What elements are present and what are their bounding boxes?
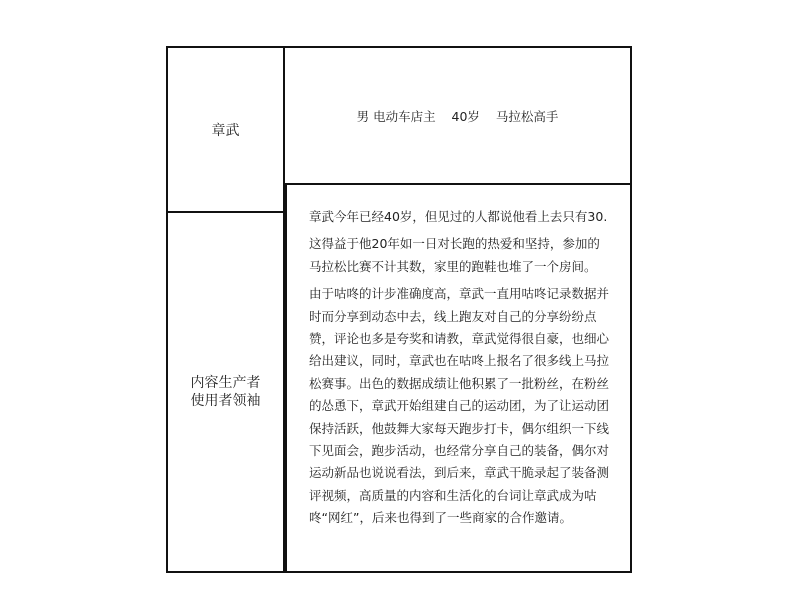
persona-summary: 男 电动车店主 40岁 马拉松高手 bbox=[356, 108, 559, 124]
story-paragraph-2: 这得益于他20年如一日对长跑的热爱和坚持，参加的马拉松比赛不计其数，家里的跑鞋也堆了一个房间。 bbox=[309, 236, 600, 274]
persona-role-line-2: 使用者领袖 bbox=[190, 393, 261, 409]
persona-table bbox=[166, 46, 632, 573]
persona-role-text bbox=[191, 374, 261, 410]
persona-summary-cell bbox=[285, 48, 630, 185]
story-paragraph-3: 由于咕咚的计步准确度高，章武一直用咕咚记录数据并时而分享到动态中去，线上跑友对自己的分享纷纷点赞，评论也多是夸奖和请教，章武觉得很自豪，也细心给出建议，同时，章武也在咕咚上报名了很多线上马拉松赛事。出色的数据成绩让他积累了一批粉丝，在粉丝的怂恿下，章武开始组建自己的运动团，为了让运动团保持活跃，他鼓舞大家每天跑步打卡，偶尔组织一下线下见面会，跑步活动，也经常分享自己的装备，偶尔对运动新品也说说看法，到后来，章武干脆录起了装备测评视频，高质量的内容和生活化的台词让章武成为咕咚“网红”，后来也得到了一些商家的合作邀请。 bbox=[309, 286, 610, 526]
story-paragraph-1: 章武今年已经40岁，但见过的人都说他看上去只有30. bbox=[309, 209, 608, 224]
persona-role-line-1: 内容生产者 bbox=[190, 375, 261, 391]
persona-story-cell bbox=[285, 185, 630, 571]
persona-name-cell bbox=[168, 48, 285, 213]
persona-role-cell bbox=[168, 213, 285, 571]
persona-name: 章武 bbox=[211, 122, 240, 139]
